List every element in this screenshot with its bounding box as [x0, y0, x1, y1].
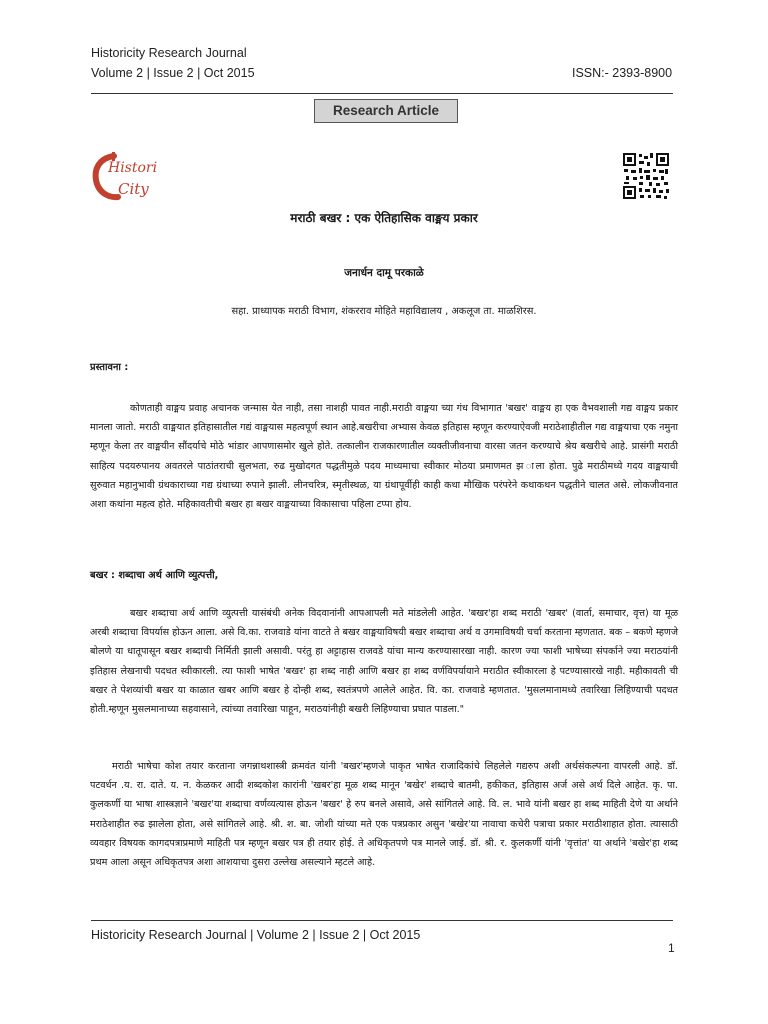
issue-line: Volume 2 | Issue 2 | Oct 2015: [91, 66, 255, 80]
qr-code: [622, 152, 670, 200]
svg-text:City: City: [118, 180, 149, 198]
historicity-logo-icon: [92, 150, 162, 202]
etymology-heading: बखर : शब्दाचा अर्थ आणि व्युत्पत्ती,: [90, 570, 219, 581]
journal-name: Historicity Research Journal: [91, 46, 247, 60]
etymology-paragraph-2: मराठी भाषेचा कोश तयार करताना जगन्नाथशास्त्री क्रमवंत यांनी 'बखर'म्हणजे पाकृत भाषेत राजादिकांचे लिहलेले गद्यरुप अशी अर्थसंकल्पना वापरली आहे. डॉ. पटवर्धन .य. रा. दाते. य. न. केळकर आदी शब्दकोश कारांनी 'खबर'हा मूळ शब्द मानून 'बखेर' शब्दाचे बातमी, हकीकत, इतिहास अर्ज असे अर्थ दिले आहेत. कृ. पा. कुलकर्णी या भाषा शास्त्रज्ञाने 'बखर'या शब्दाचा वर्णव्यत्यास होऊन 'बखर' हे रुप बनले असावे, असे सांगितले आहे. वि. ल. भावे यांनी बखर हा शब्द माहिती देणे या अर्थाने मराठेशाहीत रुढ झालेला होता, असे सांगितले आहे. श्री. श. बा. जोशी यांच्या मते एक पत्रप्रकार असुन 'बखेर'या नावाचा कचेरी पत्राचा प्रकार मराठीशाहात होता. त्यासाठी व्यवहार विषयक कागदपत्राप्रमाणे माहिती पत्र म्हणून बखर पत्र ही तयार होई. ते अधिकृतपणे पत्र मानले जाई. डॉ. श्री. र. कुलकर्णी यांनी 'वृत्तांत' या अर्थाने 'बखेर'हा शब्द प्रथम आला असून अधिकृतपत्र अशा आशयाचा दुसरा उल्लेख असल्याने म्हटले आहे.: [90, 761, 678, 869]
author-affiliation: सहा. प्राध्यापक मराठी विभाग, शंकरराव मोहिते महाविद्यालय , अकलूज ता. माळशिरस.: [231, 306, 537, 317]
article-title: मराठी बखर : एक ऐतिहासिक वाङ्मय प्रकार: [290, 211, 478, 225]
footer-rule: [91, 920, 673, 921]
footer-text: Historicity Research Journal | Volume 2 | Issue 2 | Oct 2015: [91, 928, 421, 942]
qr-code-icon: [622, 152, 670, 200]
author-name: जनार्धन दामू परकाळे: [344, 267, 424, 279]
research-article-badge: Research Article: [314, 99, 458, 123]
page-number: 1: [668, 941, 675, 955]
intro-paragraph: कोणताही वाङ्मय प्रवाह अचानक जन्मास येत नाही, तसा नाशही पावत नाही.मराठी वाङ्मया च्या गंध विभागात 'बखर' वाङ्मय हा एक वैभवशाली गद्य वाङ्मय प्रकार मानला जातो. मराठी वाङ्मयात इतिहासातील गद्यं वाङ्मयास महत्वपूर्ण स्थान आहे.बखरीचा अभ्यास केवळ इतिहास म्हणून करण्याऐवजी मराठेशाहीतील गद्य वाङ्मयाचा एक नमुना म्हणून केला तर वाङ्मयीन सौंदर्याचे मोठे भांडार आपणासमोर खुले होते. तत्कालीन राजकारणातील व्यक्तीजीवनाचा वारसा जतन करण्याचे श्रेय बखरीचे आहे. प्रासंगी मराठी साहित्य पदयरुपानय अवतरले पाठांतराची सुलभता, रुढ मुखोदगत पद्धतीमुळे पदय माध्यमाचा स्वीकार मोठया प्रमाणमत झ ाला होता. पुढे मराठीमध्ये गदय वाङ्मयाची सुरुवात महानुभावी ग्रंथकाराच्या गद्य ग्रंथाच्या रुपाने झाली. लीनचरित्र, स्मृतीस्थळ, या ग्रंथापूर्वीही काही कथा मौखिक परंपरेने कथाकथन पद्धतीने चालत असे. लोकजीवनात अशा कथांना महत्व होते. महिकावतीची बखर हा बखर वाङ्मयाच्या विकासाचा पहिला टप्पा होय.: [90, 403, 678, 511]
historicity-logo: [92, 150, 162, 202]
etymology-paragraph-1: बखर शब्दाचा अर्थ आणि व्युत्पत्ती यासंबंधी अनेक विदवानांनी आपआपली मते मांडलेली आहेत. 'बखर'हा शब्द मराठी 'खबर' (वार्ता, समाचार, वृत्त) या मूळ अरबी शब्दाचा विपर्यास होऊन आला. असे वि.का. राजवाडे यांना वाटते ते बखर वाङ्मयाविषयी बखर शब्दाचा अर्थ व उगमाविषयी चर्चा करताना म्हणतात. बक – बकणे म्हणजे बोलणे या धातूपासून बखर शब्दाची निर्मिती झाली असावी. परंतु हा अट्टाहास राजवडे यांचा मान्य करण्यासारखा नाही. कारण ज्या फाशी भाषेच्या संपर्काने ज्या मराठयांनी इतिहास लेखनाची पदधत स्वीकारली. त्या फाशी भाषेत 'बखर' हा शब्द नाही आणि बखर हा शब्द वर्णविपर्यायाने मराठीत स्वीकारला हे पटण्यासारखे नाही. महीकावती ची बखर ते पेशव्यांची बखर या काळात खबर आणि बखर हे दोन्ही शब्द, स्वतंत्रपणे आलेले आहेत. वि. का. राजवाडे म्हणतात. 'मुसलमानामध्ये तवारिखा लिहिण्याची पदधत होती.म्हणून मुसलमानाच्या सहवासाने, त्यांच्या तवारिखा पाहून, मराठयांनीही बखरी लिहिण्याचा प्रघात पाडला.": [90, 608, 678, 716]
svg-text:Histori: Histori: [108, 160, 158, 176]
header-rule: [91, 93, 673, 94]
issn: ISSN:- 2393-8900: [572, 66, 673, 80]
intro-heading: प्रस्तावना :: [90, 362, 129, 373]
